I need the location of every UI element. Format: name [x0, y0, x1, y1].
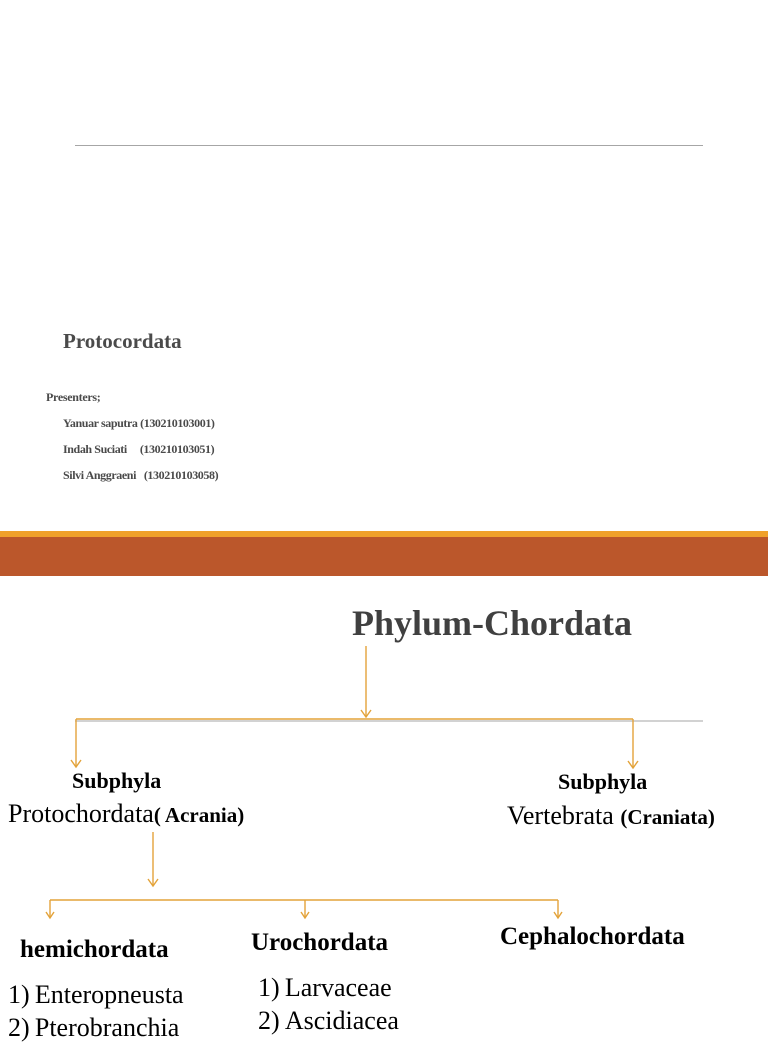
left-subphyla-label: Subphyla	[72, 768, 162, 793]
right-subphyla-label: Subphyla	[558, 769, 648, 794]
presenter-1: Yanuar saputra (130210103001)	[63, 416, 215, 430]
slide-title: Protocordata	[63, 329, 182, 353]
urochordata-item-2: 2) Ascidiacea	[258, 1006, 399, 1035]
urochordata-item-1: 1) Larvaceae	[258, 973, 392, 1002]
group-cephalochordata: Cephalochordata	[500, 923, 685, 950]
presenters-label: Presenters;	[46, 390, 101, 404]
group-urochordata: Urochordata	[251, 929, 389, 956]
protochordata-name: Protochordata	[8, 799, 154, 828]
hemichordata-item-2: 2) Pterobranchia	[8, 1013, 180, 1042]
group-hemichordata: hemichordata	[20, 936, 169, 963]
presenter-3: Silvi Anggraeni (130210103058)	[63, 468, 219, 482]
chordata-title: Phylum-Chordata	[352, 603, 633, 643]
vertebrata-alt: (Craniata)	[620, 805, 715, 829]
vertebrata-name: Vertebrata	[507, 801, 614, 830]
hemichordata-item-1: 1) Enteropneusta	[8, 980, 184, 1009]
right-taxon	[507, 801, 715, 831]
protochordata-alt: ( Acrania)	[153, 803, 245, 827]
left-taxon	[8, 799, 244, 829]
presenter-2: Indah Suciati (130210103051)	[63, 442, 215, 456]
